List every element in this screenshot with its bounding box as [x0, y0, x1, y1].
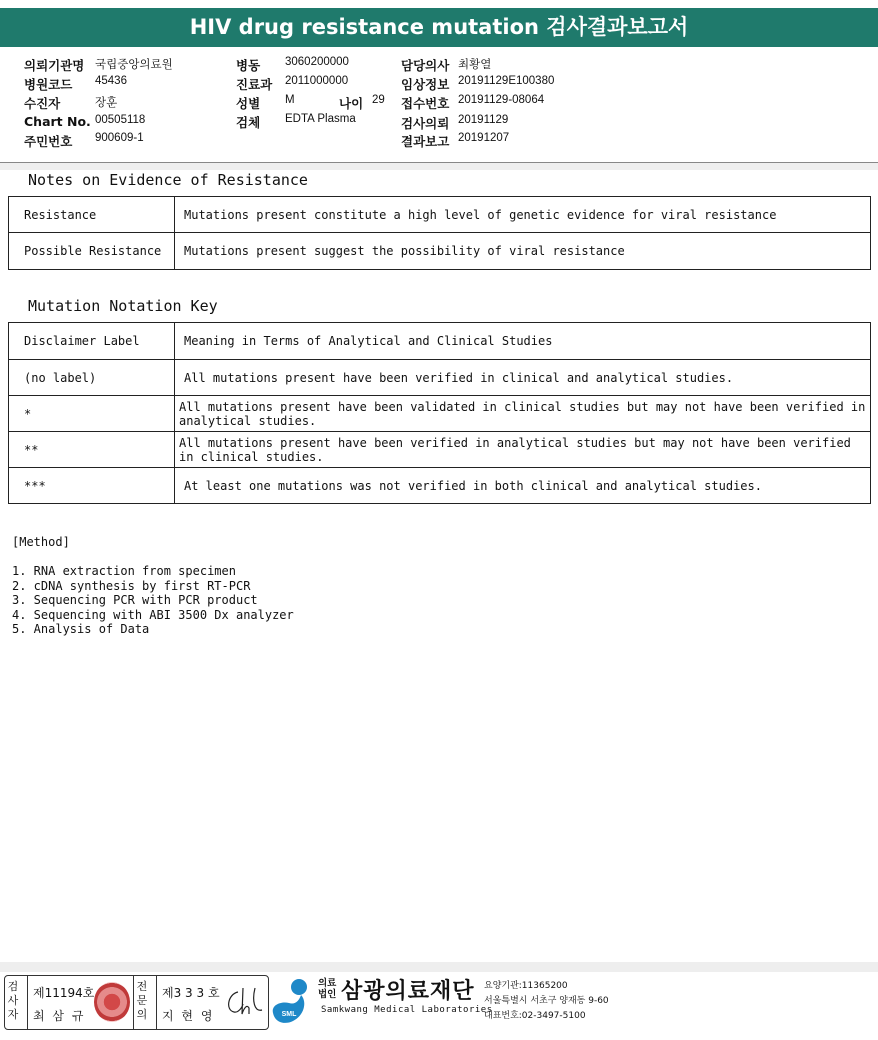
- info-value: 3060200000: [285, 56, 349, 68]
- footer-band: [0, 962, 878, 972]
- notes-label: Resistance: [9, 197, 175, 233]
- info-value: 20191129: [458, 114, 509, 126]
- info-age-value: 29: [372, 94, 385, 106]
- key-table: [8, 322, 871, 504]
- info-value: 20191207: [458, 132, 510, 144]
- info-label: 결과보고: [401, 134, 450, 149]
- info-label: 검사의뢰: [401, 116, 450, 131]
- info-label: 병동: [236, 58, 261, 73]
- info-age-label: 나이: [339, 96, 364, 111]
- sml-logo-icon: [271, 975, 311, 1027]
- method-steps: [12, 564, 294, 637]
- info-label: 담당의사: [401, 58, 450, 73]
- notes-title: Notes on Evidence of Resistance: [28, 171, 308, 189]
- info-label: Chart No.: [24, 114, 91, 129]
- seal-stamp: [94, 982, 130, 1022]
- key-text: All mutations present have been verified in clinical and analytical studies.: [175, 360, 871, 396]
- info-label: 의뢰기관명: [24, 58, 85, 73]
- notes-table: [8, 196, 871, 270]
- report-title: HIV drug resistance mutation 검사결과보고서: [0, 8, 878, 47]
- method-step: 5. Analysis of Data: [12, 622, 150, 636]
- info-value: 00505118: [95, 114, 146, 126]
- table-row: [9, 323, 871, 360]
- org-address: 서울특별시 서초구 양재동 9-60: [484, 996, 609, 1006]
- info-label: 성별: [236, 96, 261, 111]
- table-row: [9, 468, 871, 504]
- key-title: Mutation Notation Key: [28, 297, 218, 315]
- org-prefix-line: 의료: [318, 978, 337, 989]
- key-label: ***: [9, 468, 175, 504]
- key-text: All mutations present have been verified in analytical studies but may not have been verified in clinical studies.: [175, 432, 871, 468]
- specialist-no: 제3 3 3 호: [162, 986, 220, 1000]
- method-step: 3. Sequencing PCR with PCR product: [12, 593, 258, 607]
- logo-text: SML: [281, 1011, 297, 1018]
- signature-icon: [222, 986, 264, 1020]
- method-step: 1. RNA extraction from specimen: [12, 564, 236, 578]
- info-label: 수진자: [24, 96, 61, 111]
- specialist-label: 전 문 의: [136, 980, 148, 1021]
- table-row: [9, 360, 871, 396]
- divider: [156, 976, 157, 1029]
- info-value: 20191129-08064: [458, 94, 545, 106]
- method-title: [Method]: [12, 535, 70, 549]
- patient-info: [24, 56, 878, 156]
- info-value: 2011000000: [285, 75, 349, 87]
- divider-band: [0, 163, 878, 170]
- info-label: 주민번호: [24, 134, 73, 149]
- examiner-name: 최 삼 규: [33, 1009, 86, 1023]
- key-text: All mutations present have been validated in clinical studies but may not have been verified in analytical studies.: [175, 396, 871, 432]
- table-row: [9, 197, 871, 233]
- info-label: 진료과: [236, 77, 273, 92]
- notes-text: Mutations present suggest the possibility of viral resistance: [175, 233, 871, 270]
- info-value: EDTA Plasma: [285, 113, 356, 125]
- info-value: 900609-1: [95, 132, 144, 144]
- org-name: 삼광의료재단: [341, 979, 475, 1004]
- info-label: 검체: [236, 115, 261, 130]
- key-label: *: [9, 396, 175, 432]
- divider: [133, 976, 134, 1029]
- org-prefix-line: 법인: [318, 989, 337, 1000]
- org-info: [484, 979, 609, 1024]
- org-code: 요양기관:11365200: [484, 981, 568, 991]
- info-value: 45436: [95, 75, 127, 87]
- info-label: 임상정보: [401, 77, 450, 92]
- method-step: 4. Sequencing with ABI 3500 Dx analyzer: [12, 607, 294, 622]
- signature-box: [4, 975, 269, 1030]
- key-label: **: [9, 432, 175, 468]
- info-value: 20191129E100380: [458, 75, 555, 87]
- org-phone: 대표번호:02-3497-5100: [484, 1011, 586, 1021]
- org-english-name: Samkwang Medical Laboratories: [321, 1005, 493, 1015]
- examiner-no: 제11194호: [33, 986, 95, 1000]
- info-label: 접수번호: [401, 96, 450, 111]
- info-value: M: [285, 94, 295, 106]
- key-label: (no label): [9, 360, 175, 396]
- org-prefix: [318, 978, 336, 1000]
- examiner-label: 검 사 자: [7, 980, 19, 1021]
- info-value: 국립중앙의료원: [95, 59, 173, 71]
- table-row: [9, 396, 871, 432]
- table-row: [9, 432, 871, 468]
- table-row: [9, 233, 871, 270]
- info-value: 최황열: [458, 59, 492, 71]
- notes-text: Mutations present constitute a high level of genetic evidence for viral resistance: [175, 197, 871, 233]
- method-step: 2. cDNA synthesis by first RT-PCR: [12, 578, 251, 593]
- divider: [27, 976, 28, 1029]
- key-label: Disclaimer Label: [9, 323, 175, 360]
- info-label: 병원코드: [24, 77, 73, 92]
- notes-label: Possible Resistance: [9, 233, 175, 270]
- info-value: 장훈: [95, 97, 118, 109]
- key-text: Meaning in Terms of Analytical and Clinical Studies: [175, 323, 871, 360]
- specialist-name: 지 현 영: [162, 1009, 215, 1023]
- key-text: At least one mutations was not verified in both clinical and analytical studies.: [175, 468, 871, 504]
